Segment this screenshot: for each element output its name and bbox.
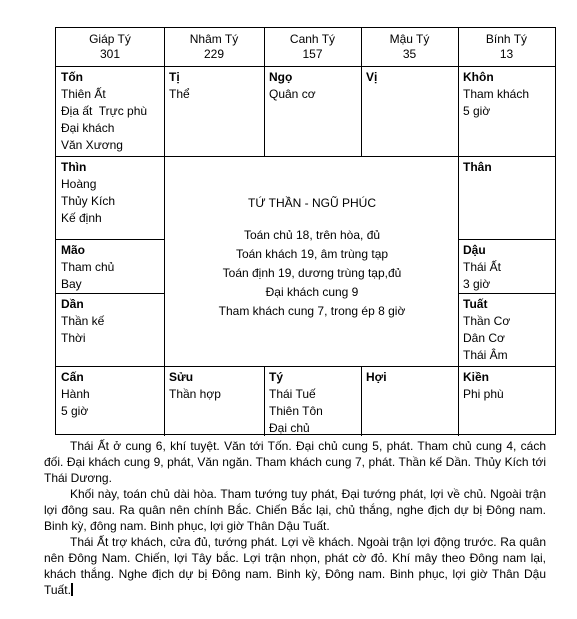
cell-title: Khôn: [463, 70, 494, 84]
cell-line: Văn Xương: [61, 138, 123, 152]
cell-title: Thân: [463, 160, 492, 174]
cell-line: Thái Tuế: [269, 387, 316, 401]
text-cursor: [71, 583, 73, 596]
cell-title: Sửu: [169, 370, 194, 384]
cell-tuat: [458, 294, 555, 366]
cell-title: Tuất: [463, 297, 488, 311]
center-title: TỨ THẦN - NGŨ PHÚC: [247, 196, 377, 210]
center-line: Tham khách cung 7, trong ép 8 giờ: [218, 304, 406, 318]
cell-title: Mão: [61, 243, 85, 257]
header-name: Mậu Tý: [389, 32, 430, 46]
cell-line: Thái Âm: [463, 348, 508, 362]
cell-ty: [264, 367, 361, 436]
cell-line: Thể: [169, 87, 190, 101]
cell-line: Thần hợp: [169, 387, 221, 401]
cell-dau: [458, 240, 555, 293]
header-cell: [56, 28, 164, 66]
header-cell: [458, 28, 555, 66]
center-line: Toán định 19, dương trùng tạp,đủ: [222, 266, 402, 280]
cell-ngo: [264, 67, 361, 156]
cell-line: 5 giờ: [463, 104, 491, 118]
paragraph: Thái Ất ở cung 6, khí tuyệt. Văn tới Tốn. Đại chủ cung 5, phát. Tham chủ cung 4, cách đối. Đại khách cung 9, phát, Văn ngăn. Tham khách cung 7, phát. Thần kế Dần. Thủy Kích tới Thái Dương.: [44, 439, 546, 485]
cell-title: Hợi: [366, 370, 387, 384]
cell-line: 3 giờ: [463, 277, 491, 291]
header-number: 301: [99, 47, 121, 61]
cell-line: Phi phù: [463, 387, 504, 401]
cell-line: Thủy Kích: [61, 194, 116, 208]
center-line: Toán khách 19, âm trùng tạp: [235, 247, 389, 261]
cell-vi: [361, 67, 458, 156]
header-name: Giáp Tý: [89, 32, 131, 46]
center-line: Đại khách cung 9: [265, 285, 359, 299]
cell-line: 5 giờ: [61, 404, 89, 418]
cell-line: Thời: [61, 331, 86, 345]
cell-title: Tốn: [61, 70, 83, 84]
cell-line: Bay: [61, 277, 82, 291]
cell-line: Thần Cơ: [463, 314, 511, 328]
cell-title: Tị: [169, 70, 180, 84]
cell-line: Hoàng: [61, 177, 97, 191]
cell-line: Hành: [61, 387, 90, 401]
cell-line: Dân Cơ: [463, 331, 505, 345]
cell-line: Thiên Ất: [61, 87, 106, 101]
center-panel: [165, 156, 459, 366]
header-number: 229: [203, 47, 225, 61]
cell-ton: [56, 67, 164, 156]
cell-thin: [56, 157, 164, 239]
cell-line: Tham khách: [463, 87, 530, 101]
chart-table: [55, 27, 556, 435]
header-number: 13: [499, 47, 514, 61]
header-number: 157: [302, 47, 323, 61]
cell-line: Thái Ất: [463, 260, 502, 274]
cell-line: Đại chủ: [269, 421, 310, 435]
cell-title: Dậu: [463, 243, 486, 257]
header-name: Canh Tý: [289, 32, 336, 46]
cell-line: Kế định: [61, 211, 102, 225]
paragraph: [44, 534, 546, 598]
cell-suu: [164, 367, 264, 436]
cell-hoi: [361, 367, 458, 436]
cell-line: Tham chủ: [61, 260, 115, 274]
cell-title: Tý: [269, 370, 284, 384]
cell-title: Vị: [366, 70, 378, 84]
body-text[interactable]: [44, 438, 546, 598]
cell-mao: [56, 240, 164, 293]
cell-kien: [458, 367, 555, 436]
cell-title: Thìn: [61, 160, 87, 174]
header-cell: [164, 28, 264, 66]
cell-line: Thần kế: [61, 314, 105, 328]
cell-than: [458, 157, 555, 239]
center-line: Toán chủ 18, trên hòa, đủ: [243, 228, 381, 242]
paragraph: Khối này, toán chủ dài hòa. Tham tướng tuy phát, Đại tướng phát, lợi về chủ. Ngoài trận lợi đông sau. Ra quân nên chính Bắc. Chiến Bắc lại, chủ thắng, nghe địch dự bị Đông nam. Binh kỳ, đông nam. Binh phục, lợi giờ Thân Dậu Tuất.: [44, 487, 546, 533]
cell-khon: [458, 67, 555, 156]
cell-title: Dần: [61, 297, 84, 311]
header-number: 35: [402, 47, 417, 61]
cell-line: Thiên Tôn: [269, 404, 323, 418]
header-cell: [361, 28, 458, 66]
cell-line: Quân cơ: [269, 87, 316, 101]
cell-line: Đại khách: [61, 121, 115, 135]
cell-title: Kiền: [463, 370, 490, 384]
cell-line: Địa ất Trực phù: [61, 104, 148, 118]
header-name: Nhâm Tý: [189, 32, 239, 46]
cell-title: Cấn: [61, 370, 84, 384]
header-cell: [264, 28, 361, 66]
header-name: Bính Tý: [485, 32, 528, 46]
cell-dan: [56, 294, 164, 366]
cell-title: Ngọ: [269, 70, 293, 84]
cell-can: [56, 367, 164, 436]
paragraph-text: Thái Ất trợ khách, cửa đủ, tướng phát. Lợi về khách. Ngoài trận lợi động trước. Ra quân nên Đông Nam. Chiến, lợi Tây bắc. Lợi trận nhọn, phát cờ đỏ. Khí mây theo Đông nam lại, khách thắng. Nghe địch dự bị Đông nam. Binh kỳ, Đông nam. Binh phục, lợi giờ Thân Dậu Tuất.: [44, 535, 546, 597]
cell-ti: [164, 67, 264, 156]
